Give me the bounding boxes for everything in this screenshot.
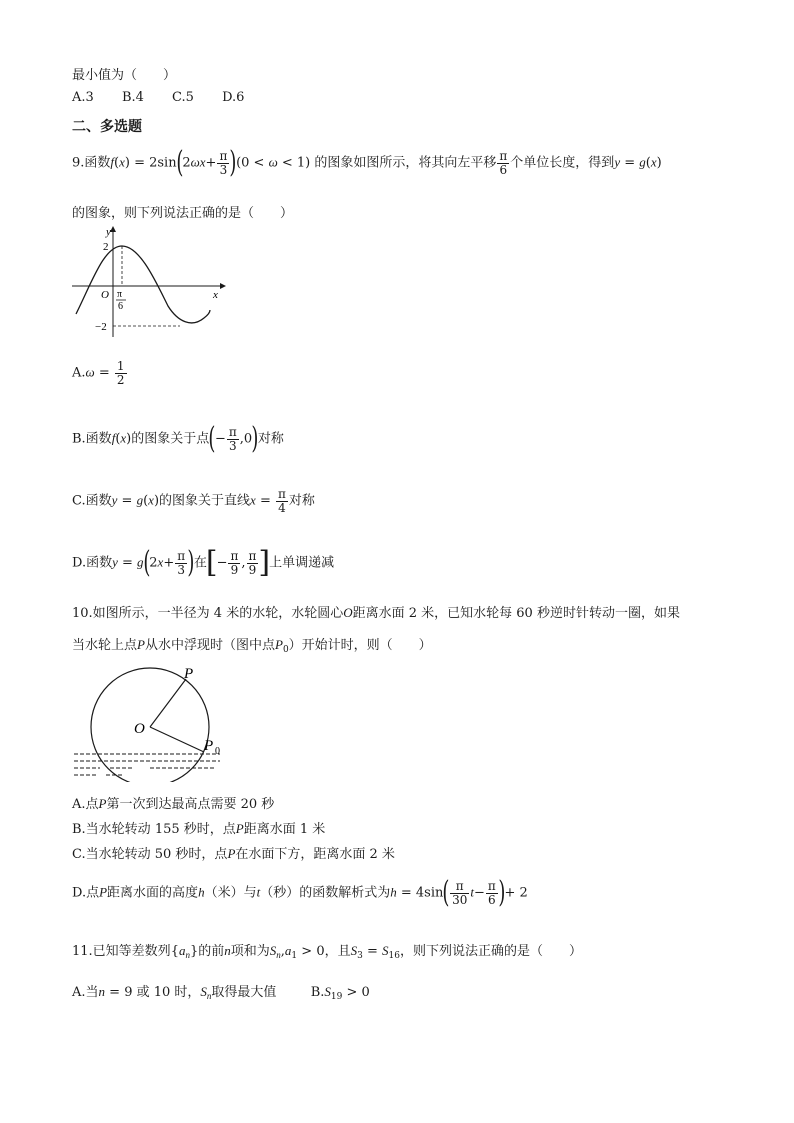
q11-option-a[interactable]: A.当n = 9 或 10 时，$S_n$取得最大值 [72, 984, 277, 1001]
label-p0-sub: 0 [215, 746, 220, 757]
q10-water-wheel-figure [70, 660, 230, 782]
q9-option-b[interactable]: B.函数f(x)的图象关于点(− $\frac{\pi}{3}$ ,0)对称 [72, 421, 284, 456]
q8-option-b[interactable]: B.4 [121, 90, 144, 105]
q9-line1: 9.函数f(x) = 2sin(2ωx+ $\frac{\pi}{3}$ )(0 < ω < 1) 的图象如图所示，将其向左平移 $\frac{\pi}{6}$ 个单位长度，得到y = g(x) [72, 145, 662, 180]
q10-option-a[interactable]: A.点P第一次到达最高点需要 20 秒 [72, 796, 275, 812]
tick-pi: π [117, 289, 123, 300]
tick-minus-2: −2 [95, 321, 107, 333]
tick-2: 2 [103, 241, 109, 253]
q11-stem: 11.已知等差数列$\{a_n\}$的前n项和为$S_n,a_1 > 0$，且$S_3 = S_{16}$，则下列说法正确的是（ ） [72, 943, 582, 961]
q9-sine-graph [68, 222, 228, 340]
q10-line2: 当水轮上点P从水中浮现时（图中点$P_0$）开始计时，则（ ） [72, 637, 432, 655]
q9-option-c[interactable]: C.函数y = g(x)的图象关于直线x = $\frac{\pi}{4}$ 对称 [72, 487, 315, 515]
label-o: O [134, 721, 145, 737]
q8-option-a[interactable]: A.3 [72, 90, 94, 105]
tick-six: 6 [118, 301, 123, 312]
label-p: P [184, 666, 194, 682]
q10-option-c[interactable]: C.当水轮转动 50 秒时，点P在水面下方，距离水面 2 米 [72, 846, 395, 862]
q10-line1: 10.如图所示，一半径为 4 米的水轮，水轮圆心O距离水面 2 米，已知水轮每 60 秒逆时针转动一圈，如果 [72, 605, 680, 621]
q9-num: 9.函数 [72, 155, 111, 171]
q10-option-d[interactable]: D.点P距离水面的高度h（米）与t（秒）的函数解析式为h = 4sin( $\frac{\pi}{30}$ t− $\frac{\pi}{6}$ )+ 2 [72, 875, 528, 910]
origin-label: O [101, 289, 109, 301]
q11-options [72, 981, 370, 1002]
water-lines [74, 754, 220, 775]
q9-option-d[interactable]: D.函数y = g(2x+ $\frac{\pi}{3}$ )在[− $\frac{\pi}{9}$ , $\frac{\pi}{9}$ ]上单调递减 [72, 545, 335, 580]
q8-option-c[interactable]: C.5 [172, 90, 194, 105]
q9-l1-mid: 的图象如图所示，将其向左平移 [314, 155, 497, 171]
label-p0: P [204, 738, 214, 754]
q8-option-d[interactable]: D.6 [222, 90, 245, 105]
q11-option-b[interactable]: $B.S_{19} > 0$ [310, 984, 370, 1002]
sine-curve [76, 246, 210, 323]
radius-op [150, 679, 186, 727]
q10-option-b[interactable]: B.当水轮转动 155 秒时，点P距离水面 1 米 [72, 821, 326, 837]
y-axis-arrow [110, 226, 116, 232]
section-title: 二、多选题 [72, 119, 142, 135]
radius-op0 [150, 727, 204, 752]
q9-option-a[interactable]: A.ω = $\frac{1}{2}$ [72, 359, 125, 387]
y-label: y [106, 226, 111, 238]
x-label: x [213, 289, 218, 301]
x-axis-arrow [220, 283, 226, 289]
q8-options [72, 90, 268, 105]
q9-line2: 的图象，则下列说法正确的是（ ） [72, 206, 294, 221]
wheel-circle [91, 668, 209, 782]
q9-l1-tail: 个单位长度，得到 [510, 155, 615, 171]
q8-tail: 最小值为（ ） [72, 68, 177, 83]
